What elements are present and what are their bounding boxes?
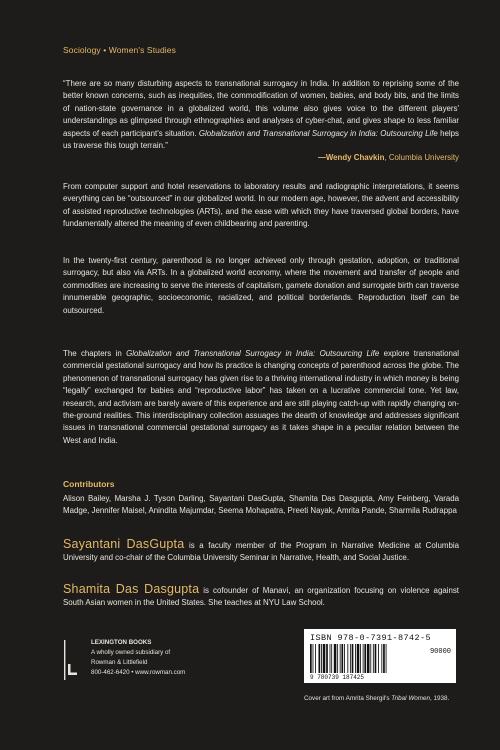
barcode-bar [355, 644, 356, 673]
barcode-bar [381, 644, 382, 673]
barcode-bar [370, 644, 371, 673]
barcode-bar [386, 644, 387, 673]
contributors-list [63, 493, 459, 518]
author-bio-text-2: is cofounder of Manavi, an organization focusing on violence against South Asian women in the United States. She teaches at NYU Law School. [63, 586, 459, 608]
barcode-bar [364, 644, 366, 673]
barcode-bar [347, 644, 348, 673]
author-name-2: Shamita Das Dasgupta [63, 582, 200, 596]
barcode-bar [315, 644, 316, 673]
barcode-bar [350, 644, 351, 673]
barcode-bar [375, 644, 377, 673]
quote-attribution [63, 152, 459, 164]
barcode-bar [367, 644, 370, 673]
barcode-bar [337, 644, 338, 673]
subject-category: Sociology • Women's Studies [63, 45, 176, 55]
barcode-bar [331, 644, 332, 673]
description-paragraph-1 [63, 181, 459, 231]
barcode-bar [378, 644, 379, 673]
barcode-bar [341, 644, 343, 673]
cover-credit-suffix: , 1938. [430, 695, 450, 702]
publisher-info [91, 638, 185, 678]
barcode-bar [326, 644, 328, 673]
price-code: 90000 [429, 648, 451, 656]
p3-text-end: explore transnational commercial gestational surrogacy and how its practice is changing concepts of parenthood across the globe. The phenomenon of transnational surrogacy has given rise to a thriving international industry in which money is being “legally” exchanged for babies and “reproductive labor” has taken on a lucrative commercial tone. Yet law, research, and activism are barely aware of this experience and are still playing catch-up with rapidly changing on-the-ground realities. This interdisciplinary collection assuages the dearth of knowledge and addresses significant issues in transnational commercial gestational surrogacy as it takes shape in a peculiar relation between the West and India. [63, 349, 459, 445]
quote-text-end: helps us traverse this tough terrain.” [63, 128, 459, 151]
endorsement-quote [63, 78, 459, 165]
barcode-bar [383, 644, 385, 673]
barcode-bar [360, 644, 361, 673]
paragraph-text: In the twenty-first century, parenthood is no longer achieved only through gestation, adoption, or traditional surrogacy, but also via ARTs. In a globalized world economy, where the movement and transfer of people and commodities are increasing to serve the interests of capitalism, gamete donation and surrogate birth can traverse innumerable geographic, socioeconomic, racialized, and political borderlands. Reproduction itself can be outsourced. [63, 256, 459, 315]
endorser-affiliation: , Columbia University [384, 153, 459, 163]
p3-text-start: The chapters in [63, 349, 127, 358]
contributors-names: Alison Bailey, Marsha J. Tyson Darling, Sayantani DasGupta, Shamita Das Dasgupta, Amy Feinberg, Varada Madge, Jennifer Maisel, Anindita Majumdar, Seema Mohapatra, Preeti Nayak, Amrita Pande, Sharmila Rudrappa [63, 494, 459, 516]
barcode-bar [323, 644, 326, 673]
barcode-bars [310, 644, 414, 680]
description-paragraph-3 [63, 348, 459, 447]
isbn-number: ISBN 978-0-7391-8742-5 [310, 633, 432, 643]
barcode-bar [330, 644, 331, 673]
barcode-bar [319, 644, 321, 673]
paragraph-text: From computer support and hotel reservations to laboratory results and radiographic interpretations, it seems everything can be “outsourced” in our globalized world. In our modern age, however, the advent and accessibility of assisted reproductive technologies (ARTs), and the ease with which they have traversed global borders, have fundamentally altered the meaning of even childbearing and parenting. [63, 182, 459, 229]
barcode-bar [352, 644, 354, 673]
publisher-line-1: A wholly owned subsidiary of [91, 649, 171, 656]
quote-book-title: Globalization and Transnational Surrogacy in India: Outsourcing Life [198, 128, 438, 138]
barcode-bar [344, 644, 345, 673]
attribution-dash: — [317, 153, 326, 163]
barcode-bar [334, 644, 337, 673]
barcode-bar [357, 644, 360, 673]
author-name-1: Sayantani DasGupta [63, 537, 185, 551]
barcode-digits: 9 780739 187425 [310, 674, 365, 680]
description-paragraph-2 [63, 255, 459, 317]
publisher-contact: 800-462-6420 • www.rowman.com [91, 669, 186, 676]
contributors-heading: Contributors [63, 479, 115, 489]
quote-text-start: “There are so many disturbing aspects to transnational surrogacy in India. In addition to reprising some of the better known concerns, such as inequities, the commodification of women, babies, and body bits, and the limits of nation-state governance in a globalized world, this volume also gives voice to the different players' understandings as glimpsed through ethnographies and analyses of cyber-chat, and gives shape to less familiar aspects of each participant's situation. [63, 79, 459, 138]
barcode-bar [310, 644, 312, 673]
publisher-line-2: Rowman & Littlefield [91, 659, 148, 666]
p3-book-title: Globalization and Transnational Surrogacy in India: Outsourcing Life [126, 349, 380, 358]
barcode-bar [363, 644, 364, 673]
cover-art-title: Tribal Women [391, 695, 431, 702]
barcode-bar [313, 644, 314, 673]
barcode-bar [340, 644, 341, 673]
author-bio-1 [63, 538, 459, 565]
barcode-bar [321, 644, 322, 673]
lexington-logo-icon [63, 640, 79, 680]
publisher-name: LEXINGTON BOOKS [91, 639, 152, 646]
barcode-bar [373, 644, 374, 673]
cover-art-credit [304, 695, 449, 702]
cover-credit-prefix: Cover art from Amrita Shergil's [304, 695, 392, 702]
endorser-name: Wendy Chavkin [325, 153, 385, 163]
author-bio-text-1: is a faculty member of the Program in Narrative Medicine at Columbia University and co-chair of the Columbia University Seminar in Narrative, Health, and Social Justice. [63, 541, 459, 563]
author-bio-2 [63, 583, 459, 610]
isbn-barcode [304, 629, 456, 683]
